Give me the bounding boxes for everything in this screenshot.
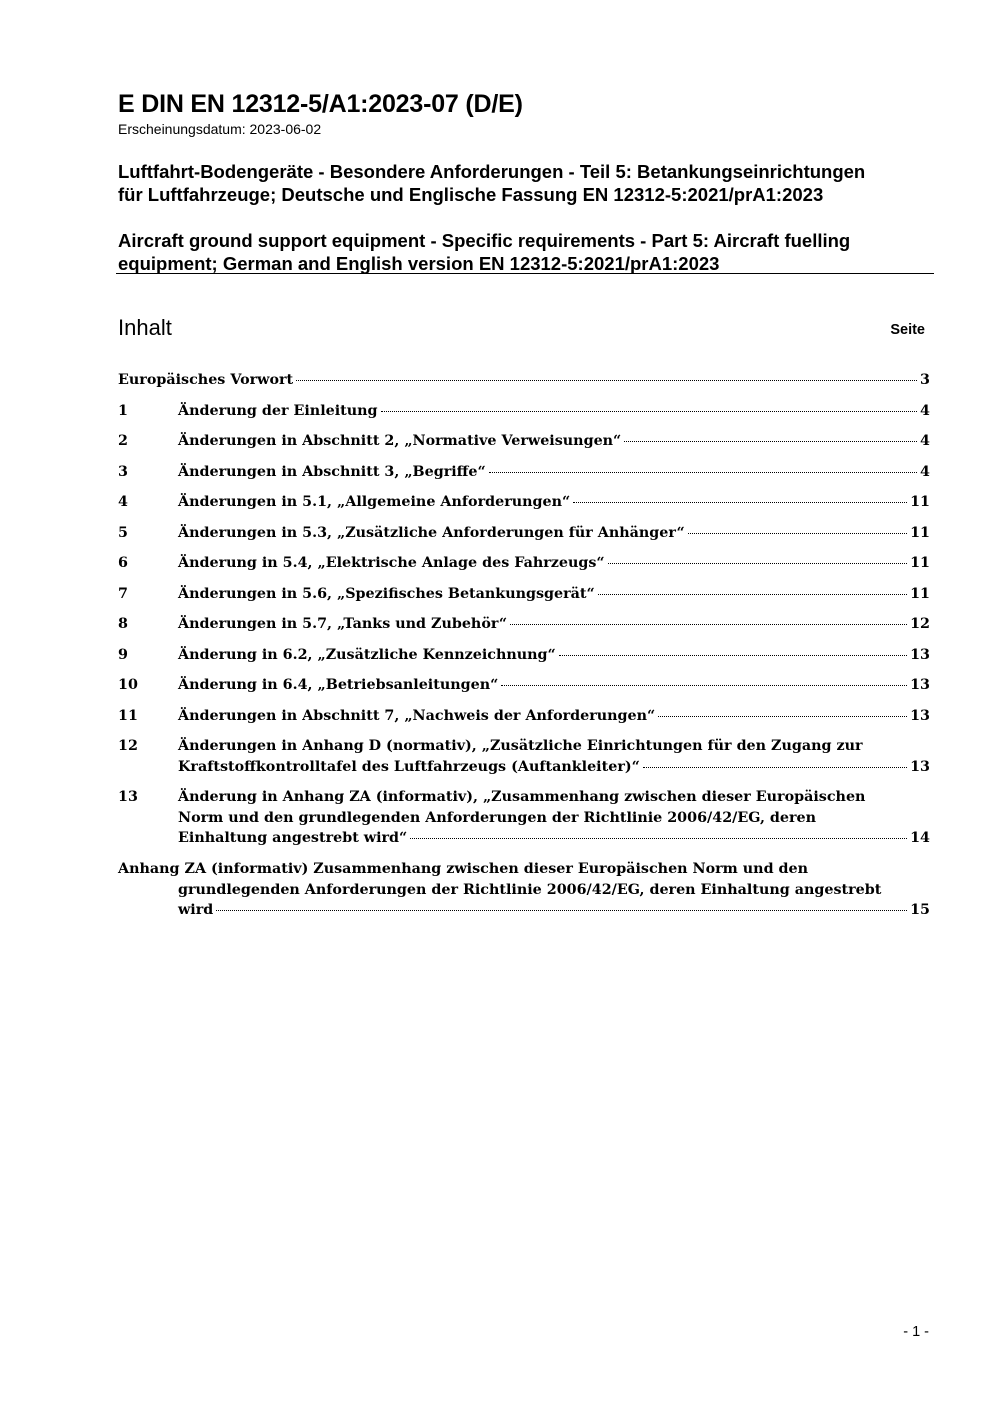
toc-entry-title: Änderungen in 5.3, „Zusätzliche Anforderungen für Anhänger“: [178, 524, 685, 541]
toc-entry[interactable]: [118, 553, 930, 574]
toc-entry-number: 2: [118, 433, 128, 449]
toc-dot-leader: [489, 472, 917, 473]
toc-dot-leader: [510, 624, 907, 625]
toc-entry-number: 13: [118, 789, 138, 805]
title-german: [118, 160, 948, 206]
toc-entry-page: 15: [910, 902, 930, 918]
toc-entry[interactable]: [118, 401, 930, 422]
toc-page-column-heading: Seite: [890, 322, 925, 338]
toc-entry-title: Kraftstoffkontrolltafel des Luftfahrzeugs (Auftankleiter)“: [178, 758, 640, 775]
toc-entry-title: Änderungen in 5.6, „Spezifisches Betankungsgerät“: [178, 585, 595, 602]
toc-entry-title: Änderungen in Abschnitt 3, „Begriffe“: [178, 463, 486, 480]
toc-entry-title: Änderung in 5.4, „Elektrische Anlage des Fahrzeugs“: [178, 555, 605, 571]
toc-entry-title: Änderungen in Abschnitt 7, „Nachweis der Anforderungen“: [178, 707, 656, 724]
toc-entry[interactable]: [118, 431, 930, 452]
toc-entry[interactable]: [118, 645, 930, 666]
toc-entry[interactable]: [118, 736, 930, 777]
toc-entry-number: 6: [118, 555, 128, 571]
page-number: - 1 -: [903, 1324, 929, 1340]
toc-entry-page: 4: [920, 463, 930, 480]
title-english-line: Aircraft ground support equipment - Specific requirements - Part 5: Aircraft fuelling: [118, 230, 851, 251]
toc-entry-title: Änderung der Einleitung: [178, 402, 378, 419]
toc-dot-leader: [658, 716, 907, 717]
toc-dot-leader: [598, 594, 907, 595]
toc-dot-leader: [381, 411, 917, 412]
toc-entry[interactable]: [118, 462, 930, 483]
toc-entry-title: Norm und den grundlegenden Anforderungen der Richtlinie 2006/42/EG, deren: [178, 809, 817, 826]
document-code: E DIN EN 12312-5/A1:2023-07 (D/E): [118, 90, 523, 118]
toc-entry-title: wird: [178, 902, 214, 918]
toc-entry-number: 11: [118, 707, 138, 724]
toc-entry[interactable]: [118, 614, 930, 635]
toc-entry-title: Einhaltung angestrebt wird“: [178, 830, 408, 846]
toc-entry[interactable]: [118, 787, 930, 849]
toc-dot-leader: [573, 502, 907, 503]
toc-entry-number: 4: [118, 494, 128, 510]
toc-entry-number: 12: [118, 738, 138, 754]
header-divider: [116, 273, 934, 274]
toc-entry[interactable]: [118, 492, 930, 513]
toc-entry-page: 13: [910, 758, 930, 775]
toc-entry-title: Änderungen in 5.7, „Tanks und Zubehör“: [178, 616, 508, 632]
toc-dot-leader: [688, 533, 907, 534]
toc-heading: Inhalt: [118, 315, 172, 340]
toc-entry-page: 11: [910, 524, 930, 541]
toc-entry[interactable]: [118, 370, 930, 391]
toc-entry-number: 7: [118, 585, 128, 602]
toc-entry-title: Änderung in Anhang ZA (informativ), „Zusammenhang zwischen dieser Europäischen: [178, 789, 866, 805]
toc-entry-page: 4: [920, 433, 930, 449]
toc-entry-title: Änderung in 6.2, „Zusätzliche Kennzeichnung“: [178, 646, 556, 663]
toc-dot-leader: [624, 441, 917, 442]
toc-dot-leader: [410, 838, 907, 839]
toc-entry-page: 4: [920, 402, 930, 419]
toc-dot-leader: [216, 910, 907, 911]
toc-entry-page: 11: [910, 494, 930, 510]
toc-entry-number: 3: [118, 463, 128, 480]
toc-dot-leader: [559, 655, 907, 656]
toc-entry-number: 8: [118, 616, 128, 632]
title-german-line: Luftfahrt-Bodengeräte - Besondere Anforderungen - Teil 5: Betankungseinrichtungen: [118, 161, 866, 182]
toc-entry-number: 1: [118, 402, 128, 419]
toc-entry-title: Änderungen in Abschnitt 2, „Normative Verweisungen“: [178, 433, 622, 449]
toc-entry-title: Änderung in 6.4, „Betriebsanleitungen“: [178, 677, 499, 693]
toc-entry[interactable]: [118, 706, 930, 727]
title-german-line: für Luftfahrzeuge; Deutsche und Englische Fassung EN 12312-5:2021/prA1:2023: [118, 184, 824, 205]
toc-entry-page: 13: [910, 677, 930, 693]
toc-entry-page: 11: [910, 585, 930, 602]
title-english: [118, 229, 948, 275]
toc-entry-page: 13: [910, 646, 930, 663]
toc-entry-title: Änderungen in Anhang D (normativ), „Zusätzliche Einrichtungen für den Zugang zur: [178, 738, 863, 754]
toc-entry-number: 9: [118, 646, 128, 663]
toc-entry-title: Anhang ZA (informativ) Zusammenhang zwischen dieser Europäischen Norm und den: [118, 861, 809, 877]
toc-entry-title: Europäisches Vorwort: [118, 372, 294, 388]
toc-entry-page: 14: [910, 830, 930, 846]
toc-entry-number: 10: [118, 677, 138, 693]
toc-entry-page: 13: [910, 707, 930, 724]
toc-entry[interactable]: [118, 675, 930, 696]
toc-entry-page: 11: [910, 555, 930, 571]
toc-entry[interactable]: [118, 859, 930, 921]
toc-entry-number: 5: [118, 524, 128, 541]
toc-dot-leader: [643, 767, 907, 768]
toc-entry-page: 12: [910, 616, 930, 632]
toc-entry-title: Änderungen in 5.1, „Allgemeine Anforderungen“: [178, 494, 571, 510]
publication-date: Erscheinungsdatum: 2023-06-02: [118, 121, 322, 137]
toc-entry[interactable]: [118, 523, 930, 544]
toc-entry-page: 3: [920, 372, 930, 388]
toc-dot-leader: [501, 685, 907, 686]
toc-dot-leader: [296, 380, 917, 381]
toc-dot-leader: [608, 563, 907, 564]
title-english-line: equipment; German and English version EN 12312-5:2021/prA1:2023: [118, 253, 720, 274]
toc-entry[interactable]: [118, 584, 930, 605]
toc-entry-title: grundlegenden Anforderungen der Richtlinie 2006/42/EG, deren Einhaltung angestrebt: [178, 881, 882, 898]
